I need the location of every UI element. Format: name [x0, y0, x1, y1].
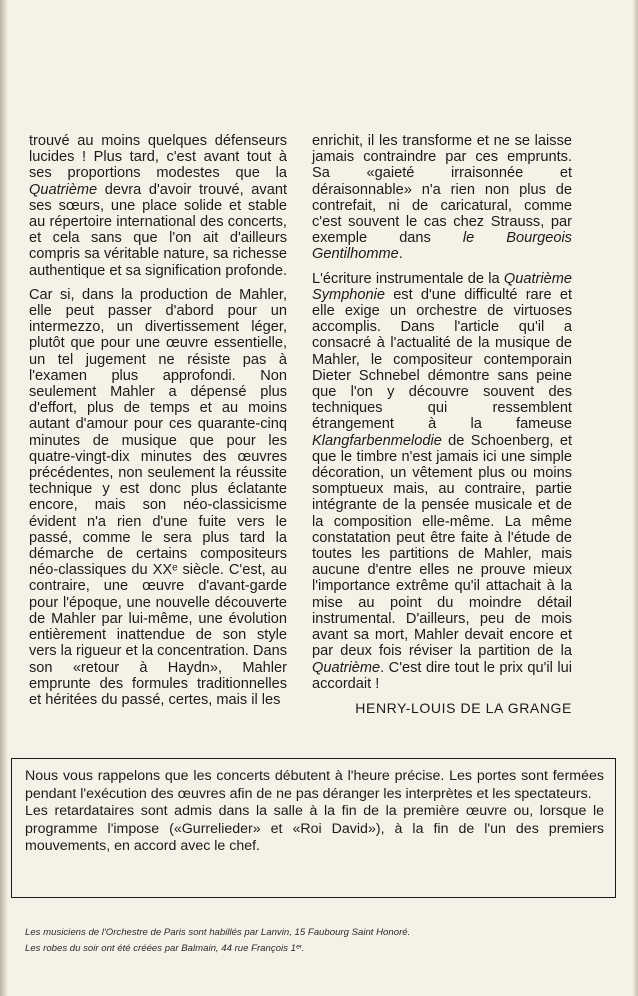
italic-term: Klangfarbenmelodie [312, 432, 442, 449]
text-run: L'écriture instrumentale de la [312, 270, 504, 287]
author-signature: HENRY-LOUIS DE LA GRANGE [355, 699, 572, 716]
notice-paragraph-1: Nous vous rappelons que les concerts débutent à l'heure précise. Les portes sont fermées pendant l'exécution des œuvres afin de ne pas déranger les interprètes et les spectateurs. [25, 768, 604, 802]
left-paragraph-2: Car si, dans la production de Mahler, elle peut passer d'abord pour un intermezzo, un divertissement léger, plutôt que pour une œuvre essentielle, un tel jugement ne résiste pas à l'examen plus approfondi. Non seulement Mahler a dépensé plus d'effort, plus de temps et au moins autant d'amour pour ces quarante-cinq minutes de musique que pour les quatre-vingt-dix minutes des œuvres précédentes, non seulement la réussite technique y est donc plus éclatante encore, mais son néo-classicisme évident n'a rien d'une fuite vers le passé, comme le sera plus tard la démarche de certains compositeurs néo-classiques du XXᵉ siècle. C'est, au contraire, une œuvre d'avant-garde pour l'époque, une nouvelle découverte de Mahler par lui-même, une évolution entièrement inattendue de son style vers la rigueur et la concentration. Dans son «retour à Haydn», Mahler emprunte des formules traditionnelles et héritées du passé, certes, mais il les [29, 286, 287, 708]
page-edge-shadow [632, 0, 638, 996]
right-text-column [312, 133, 572, 716]
left-text-column [29, 133, 287, 708]
notice-paragraph-2: Les retardataires sont admis dans la salle à la fin de la première œuvre ou, lorsque le programme l'impose («Gurrelieder» et «Roi David»), à la fin de l'un des premiers mouvements, en accord avec le chef. [25, 803, 604, 855]
text-run: est d'une difficulté rare et elle exige un orchestre de virtuoses accomplis. Dans l'article qu'il a consacré à l'actualité de la musique de Mahler, le compositeur contemporain Dieter Schnebel démontre sans peine que l'on y découvre souvent des techniques qui ressemblent étrangement à la fameuse [312, 286, 572, 433]
text-run: de Schoenberg, et que le timbre n'est jamais ici une simple décoration, un vêtement plus ou moins somptueux mais, au contraire, partie intégrante de la pensée musicale et de la composition elle-même. La même constatation peut être faite à l'étude de toutes les partitions de Mahler, mais aucune d'entre elles ne prouve mieux l'importance extrême qu'il attachait à la mise au point du moindre détail instrumental. D'ailleurs, peu de mois avant sa mort, Mahler devait encore et par deux fois réviser la partition de la [312, 432, 572, 660]
footer-line-2: Les robes du soir ont été créées par Balmain, 44 rue François 1ᵉʳ. [25, 943, 305, 954]
right-paragraph-1 [312, 133, 572, 263]
left-paragraph-1 [29, 133, 287, 279]
footer-line-1: Les musiciens de l'Orchestre de Paris sont habillés par Lanvin, 15 Faubourg Saint Honoré. [25, 927, 411, 938]
italic-title: le Bourgeois Gentilhomme [312, 230, 572, 263]
italic-title: Quatrième [312, 659, 381, 676]
text-run: . C'est dire tout le prix qu'il lui accordait ! [312, 659, 572, 692]
text-run: . [398, 246, 403, 263]
concert-notice-box [11, 758, 616, 898]
text-run: trouvé au moins quelques défenseurs lucides ! Plus tard, c'est avant tout à ses proportions modestes que la [29, 133, 287, 182]
right-paragraph-2 [312, 271, 572, 692]
page-edge-shadow [0, 0, 8, 996]
italic-title: Quatrième [29, 181, 98, 198]
text-run: enrichit, il les transforme et ne se laisse jamais contraindre par ces emprunts. Sa «gaieté irraisonnée et déraisonnable» n'a rien non plus de contrefait, ni de caricatural, comme c'est souvent le cas chez Strauss, par exemple dans [312, 133, 572, 247]
credits-footer [25, 925, 525, 957]
italic-title: Quatrième Symphonie [312, 270, 572, 303]
text-run: devra d'avoir trouvé, avant ses sœurs, une place solide et stable au répertoire international des concerts, et cela sans que l'on ait d'ailleurs compris sa véritable nature, sa richesse authentique et sa signification profonde. [29, 181, 288, 279]
